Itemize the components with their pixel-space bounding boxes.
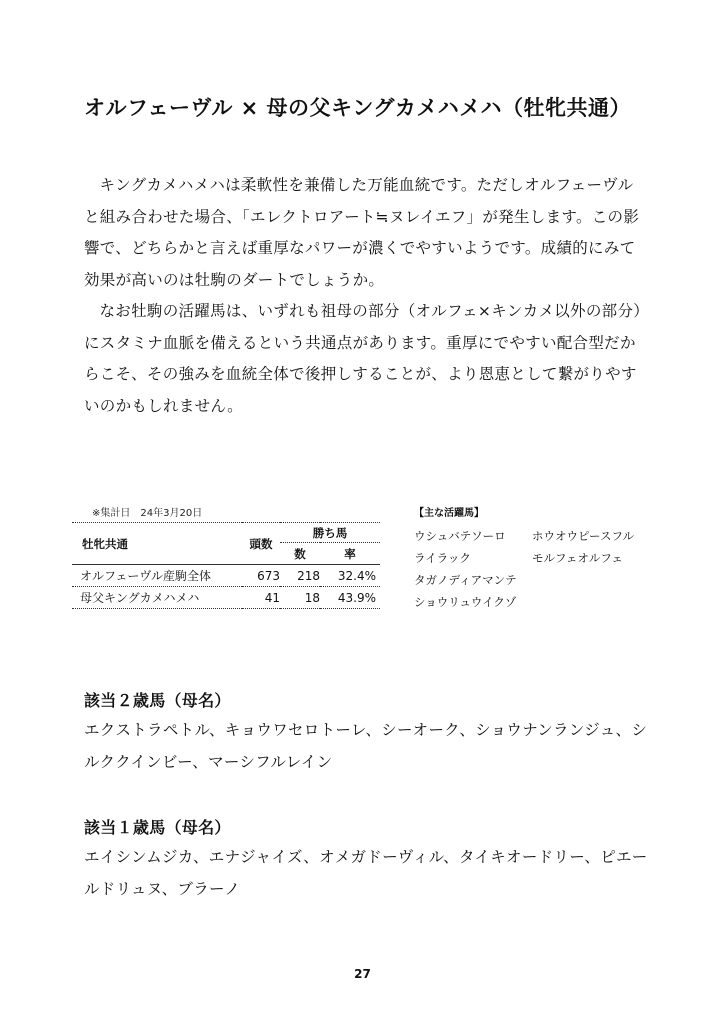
horse-name: タガノディアマンテ <box>414 573 517 587</box>
page-number: 27 <box>354 967 371 981</box>
horse-name: ホウオウピースフル <box>532 529 635 543</box>
paragraph: キングカメハメハは柔軟性を兼備した万能血統です。ただしオルフェーヴルと組み合わせた場合、「エレクトロアート≒ヌレイエフ」が発生します。この影響で、どちらかと言えば重厚なパワーが濃くでやすいようです。成績的にみて効果が高いのは牡駒のダートでしょうか。 <box>84 176 640 289</box>
body-text <box>84 170 649 422</box>
header-count: 数 <box>294 546 306 561</box>
page-title: オルフェーヴル × 母の父キングカメハメハ（牡牝共通） <box>84 96 631 120</box>
row-rate: 32.4% <box>320 565 380 587</box>
notable-horses-list <box>414 528 674 610</box>
age1-list: エイシンムジカ、エナジャイズ、オメガドーヴィル、タイキオードリー、ピエールドリュヌ、ブラーノ <box>84 848 648 898</box>
header-winners: 勝ち馬 <box>280 523 380 543</box>
tally-date-note: ※集計日 24年3月20日 <box>92 508 203 519</box>
notable-horses-title: 【主な活躍馬】 <box>414 508 484 519</box>
horse-name <box>532 594 672 610</box>
row-heads: 673 <box>242 565 280 587</box>
header-rate: 率 <box>344 546 356 561</box>
header-heads: 頭数 <box>242 523 280 565</box>
stats-table <box>72 522 380 609</box>
horse-name <box>532 572 672 588</box>
row-wins: 218 <box>280 565 320 587</box>
row-label: 母父キングカメハメハ <box>72 587 242 609</box>
paragraph: なお牡駒の活躍馬は、いずれも祖母の部分（オルフェ×キンカメ以外の部分）にスタミナ血脈を備えるという共通点があります。重厚にでやすい配合型だからこそ、その強みを血統全体で後押しすることが、より恩恵として繋がりやすいのかもしれません。 <box>84 302 642 415</box>
age2-list: エクストラペトル、キョウワセロトーレ、シーオーク、ショウナンランジュ、シルククインビー、マーシフルレイン <box>84 721 648 771</box>
age2-heading: 該当２歳馬（母名） <box>84 691 231 710</box>
row-heads: 41 <box>242 587 280 609</box>
horse-name: ライラック <box>414 551 471 565</box>
table-row <box>72 587 380 609</box>
horse-name: ショウリュウイクゾ <box>414 595 517 609</box>
age1-heading: 該当１歳馬（母名） <box>84 818 231 837</box>
header-category: 牡牝共通 <box>72 523 242 565</box>
horse-name: ウシュバテソーロ <box>414 529 506 543</box>
row-wins: 18 <box>280 587 320 609</box>
row-label: オルフェーヴル産駒全体 <box>72 565 242 587</box>
horse-name: モルフェオルフェ <box>532 551 623 565</box>
table-row <box>72 565 380 587</box>
row-rate: 43.9% <box>320 587 380 609</box>
